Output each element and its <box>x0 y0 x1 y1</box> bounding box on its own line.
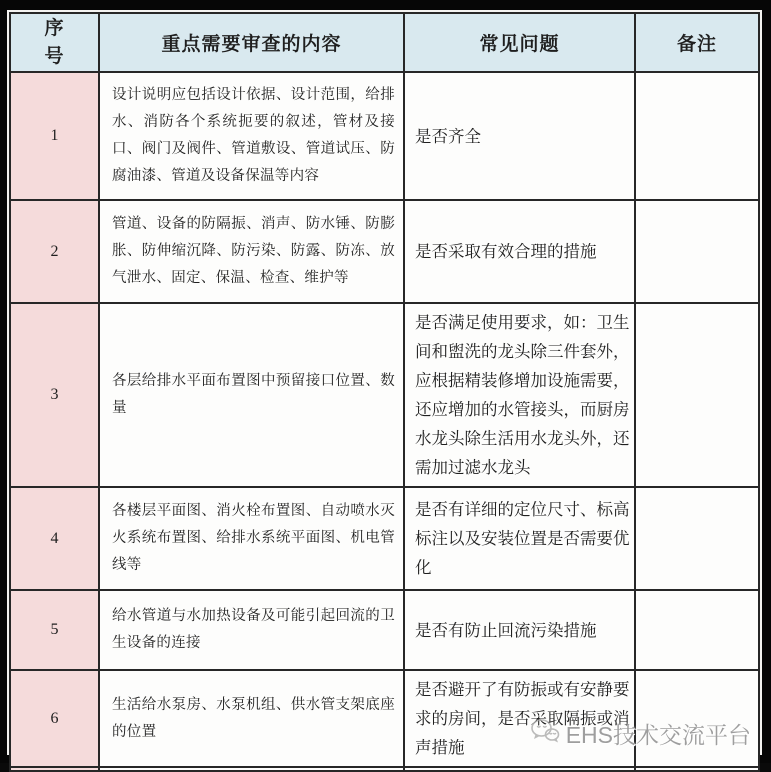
remark-cell <box>635 670 759 767</box>
content-cell: 各层给排水平面布置图中预留接口位置、数量 <box>99 303 404 487</box>
remark-cell <box>635 303 759 487</box>
header-seq <box>10 13 99 72</box>
header-content <box>99 13 404 72</box>
header-problem-label: 常见问题 <box>479 34 560 56</box>
seq-cell: 1 <box>10 72 99 200</box>
table-row <box>10 487 759 590</box>
problem-cell <box>404 767 635 771</box>
seq-cell: 2 <box>10 200 99 303</box>
review-checklist-table <box>9 12 760 772</box>
header-remark <box>635 13 759 72</box>
problem-cell: 是否采取有效合理的措施 <box>404 200 635 303</box>
problem-cell: 是否满足使用要求，如：卫生间和盥洗的龙头除三件套外，应根据精装修增加设施需要，还应增加的水管接头，而厨房水龙头除生活用水龙头外，还需加过滤水龙头 <box>404 303 635 487</box>
document-sheet <box>7 10 762 758</box>
table-header-row <box>10 13 759 72</box>
content-cell: 给水管道与水加热设备及可能引起回流的卫生设备的连接 <box>99 590 404 670</box>
header-remark-label: 备注 <box>676 34 717 56</box>
content-cell: 生活给水泵房、水泵机组、供水管支架底座的位置 <box>99 670 404 767</box>
problem-cell: 是否齐全 <box>404 72 635 200</box>
problem-cell: 是否有详细的定位尺寸、标高标注以及安装位置是否需要优化 <box>404 487 635 590</box>
remark-cell <box>635 72 759 200</box>
seq-cell: 6 <box>10 670 99 767</box>
header-seq-label: 序号 <box>44 18 65 67</box>
table-row <box>10 590 759 670</box>
table-row <box>10 670 759 767</box>
remark-cell <box>635 767 759 771</box>
content-cell: 管道、设备的防隔振、消声、防水锤、防膨胀、防伸缩沉降、防污染、防露、防冻、放气泄水、固定、保温、检查、维护等 <box>99 200 404 303</box>
problem-cell: 是否有防止回流污染措施 <box>404 590 635 670</box>
content-cell: 设计说明应包括设计依据、设计范围，给排水、消防各个系统扼要的叙述，管材及接口、阀门及阀件、管道敷设、管道试压、防腐油漆、管道及设备保温等内容 <box>99 72 404 200</box>
seq-cell: 4 <box>10 487 99 590</box>
seq-cell: 3 <box>10 303 99 487</box>
problem-cell: 是否避开了有防振或有安静要求的房间，是否采取隔振或消声措施 <box>404 670 635 767</box>
table-row <box>10 72 759 200</box>
seq-cell <box>10 767 99 771</box>
remark-cell <box>635 200 759 303</box>
remark-cell <box>635 487 759 590</box>
content-cell: 各楼层平面图、消火栓布置图、自动喷水灭火系统布置图、给排水系统平面图、机电管线等 <box>99 487 404 590</box>
content-cell <box>99 767 404 771</box>
seq-cell: 5 <box>10 590 99 670</box>
header-content-label: 重点需要审查的内容 <box>161 34 342 56</box>
header-problem <box>404 13 635 72</box>
watermark-text: EHS技术交流平台 <box>565 722 751 748</box>
table-body <box>10 72 759 771</box>
cropped-row <box>10 767 759 771</box>
table-row <box>10 200 759 303</box>
table-row <box>10 303 759 487</box>
remark-cell <box>635 590 759 670</box>
